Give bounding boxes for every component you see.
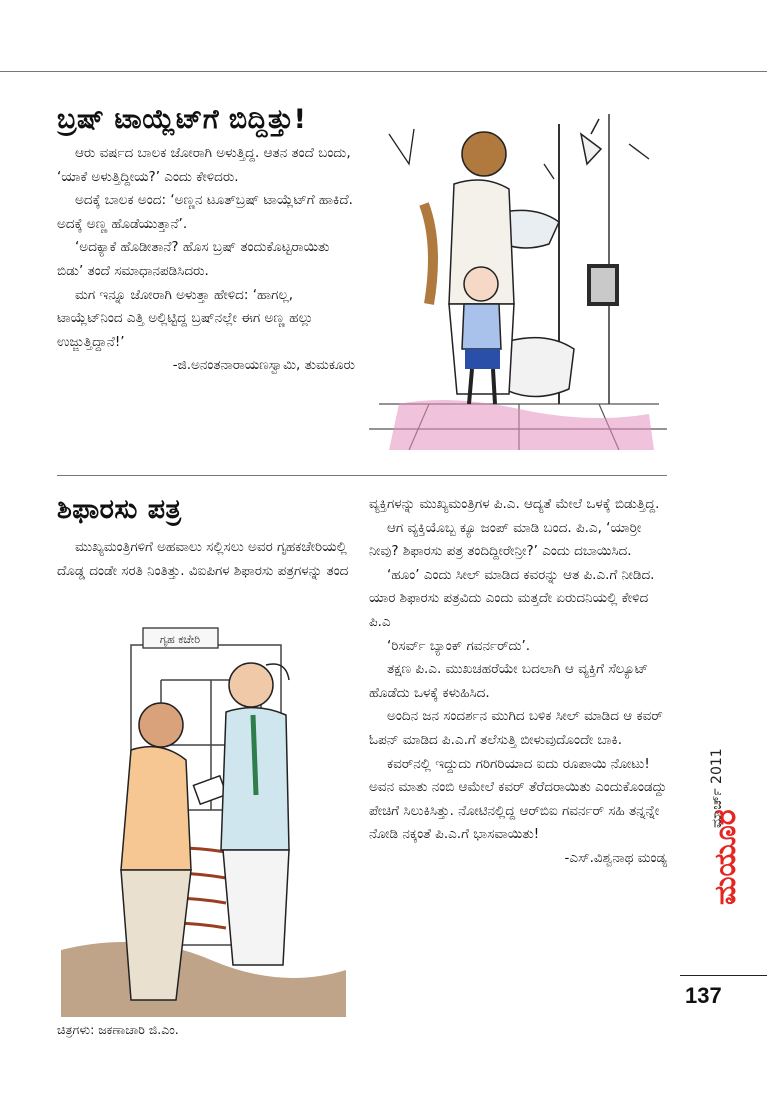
story2-paragraph: ಆಗ ವ್ಯಕ್ತಿಯೊಬ್ಬ ಕ್ಯೂ ಜಂಪ್ ಮಾಡಿ ಬಂದ. ಪಿ.ಎ, ‘ಯಾರ‍್ರೀ ನೀವು? ಶಿಫಾರಸು ಪತ್ರ ತಂದಿದ್ದೀರೇನ್ರೀ?’ ಎಂದು ದಬಾಯಿಸಿದ. — [369, 519, 642, 560]
story2-paragraph: ‘ಹೂಂ’ ಎಂದು ಸೀಲ್ ಮಾಡಿದ ಕವರನ್ನು ಆತ ಪಿ.ಎ.ಗೆ ನೀಡಿದ. ಯಾರ ಶಿಫಾರಸು ಪತ್ರವಿದು ಎಂದು ಮತ್ತದೇ ಏರುದನಿಯಲ್ಲಿ ಕೇಳಿದ ಪಿ.ಎ — [369, 566, 655, 630]
story2-paragraph: ‘ರಿಸರ್ವ್ ಬ್ಯಾಂಕ್ ಗವರ್ನರ್‌ದು’. — [387, 637, 531, 654]
story2-paragraph: ಅಂದಿನ ಜನ ಸಂದರ್ಶನ ಮುಗಿದ ಬಳಿಕ ಸೀಲ್ ಮಾಡಿದ ಆ ಕವರ್ ಓಪನ್ ಮಾಡಿದ ಪಿ.ಎ.ಗೆ ತಲೆಸುತ್ತಿ ಬೀಳುವುದೊಂದೇ ಬಾಕಿ. — [369, 708, 663, 748]
story2-paragraph: ಮುಖ್ಯಮಂತ್ರಿಗಳಿಗೆ ಅಹವಾಲು ಸಲ್ಲಿಸಲು ಅವರ ಗೃಹಕಚೇರಿಯಲ್ಲಿ ದೊಡ್ಡ ದಂಡೇ ಸರತಿ ನಿಂತಿತ್ತು. ವಿಐಪಿಗಳ ಶಿಫಾರಸು ಪತ್ರಗಳನ್ನು ತಂದ — [57, 539, 349, 579]
story1-paragraph: ‘ಅದಕ್ಯಾಕೆ ಹೊಡೀತಾನೆ? ಹೊಸ ಬ್ರಷ್ ತಂದುಕೊಟ್ಟರಾಯಿತು ಬಿಡು’ ತಂದೆ ಸಮಾಧಾನಪಡಿಸಿದರು. — [57, 239, 330, 279]
story1-credit: -ಜಿ.ಅನಂತನಾರಾಯಣಸ್ವಾಮಿ, ತುಮಕೂರು — [172, 357, 355, 374]
magazine-date: ಮಾರ್ಚ್ 2011 — [709, 748, 725, 828]
footer-rule — [680, 975, 767, 976]
magazine-name: ಮಯೂರ — [708, 809, 743, 905]
story2-paragraph: ವ್ಯಕ್ತಿಗಳನ್ನು ಮುಖ್ಯಮಂತ್ರಿಗಳ ಪಿ.ಎ. ಆದ್ಯತೆ ಮೇಲೆ ಒಳಕ್ಕೆ ಬಿಡುತ್ತಿದ್ದ. — [369, 496, 660, 512]
story2-intro — [57, 536, 355, 583]
story2-title: ಶಿಫಾರಸು ಪತ್ರ — [57, 494, 182, 525]
story1-paragraph: ಮಗ ಇನ್ನೂ ಜೋರಾಗಿ ಅಳುತ್ತಾ ಹೇಳಿದ: ‘ಹಾಗಲ್ಲ, ಟಾಯ್ಲೆಟ್‌ನಿಂದ ಎತ್ತಿ ಅಲ್ಲಿಟ್ಟಿದ್ದ ಬ್ರಷ್‌ನಲ್ಲೇ ಈಗ ಅಣ್ಣ ಹಲ್ಲು ಉಜ್ಜುತ್ತಿದ್ದಾನೆ!’ — [57, 286, 314, 350]
illustrations-caption: ಚಿತ್ರಗಳು: ಜಕಣಾಚಾರಿ ಜಿ.ಎಂ. — [57, 1022, 179, 1037]
story2-illustration — [61, 620, 346, 1017]
page-number: 137 — [685, 983, 722, 1008]
story1-illustration — [369, 104, 667, 450]
story2-paragraph: ತಕ್ಷಣ ಪಿ.ಎ. ಮುಖಚಹರೆಯೇ ಬದಲಾಗಿ ಆ ವ್ಯಕ್ತಿಗೆ ಸೆಲ್ಯೂಟ್ ಹೊಡೆದು ಒಳಕ್ಕೆ ಕಳುಹಿಸಿದ. — [369, 661, 649, 701]
office-sign-text: ಗೃಹ ಕಚೇರಿ — [159, 633, 201, 646]
top-rule — [0, 71, 767, 72]
story1-body — [57, 142, 355, 378]
story1-title: ಬ್ರಷ್ ಟಾಯ್ಲೆಟ್‌ಗೆ ಬಿದ್ದಿತ್ತು! — [57, 104, 307, 135]
section-divider — [57, 475, 667, 476]
story1-paragraph: ಅದಕ್ಕೆ ಬಾಲಕ ಅಂದ: ‘ಅಣ್ಣನ ಟೂತ್‌ಬ್ರಷ್ ಟಾಯ್ಲೆಟ್‌ಗೆ ಹಾಕಿದೆ. ಅದಕ್ಕೆ ಅಣ್ಣ ಹೊಡೆಯುತ್ತಾನೆ’. — [57, 192, 353, 232]
story2-continued — [369, 493, 667, 871]
toilet-cartoon-drawing — [369, 104, 667, 450]
office-cartoon-drawing — [61, 620, 346, 1017]
story2-credit: -ಎಸ್.ವಿಶ್ವನಾಥ ಮಂಡ್ಯ — [564, 849, 667, 866]
story2-paragraph: ಕವರ್‌ನಲ್ಲಿ ಇದ್ದುದು ಗರಿಗರಿಯಾದ ಐದು ರೂಪಾಯಿ ನೋಟು! ಅವನ ಮಾತು ನಂಬಿ ಆಮೇಲೆ ಕವರ್ ತೆರೆದರಾಯಿತು ಎಂದುಕೊಂಡದ್ದು ಪೇಚಿಗೆ ಸಿಲುಕಿಸಿತ್ತು. ನೋಟಿನಲ್ಲಿದ್ದ ಆರ್‌ಬಿಐ ಗವರ್ನರ್ ಸಹಿ ತನ್ನನ್ನೇ ನೋಡಿ ನಕ್ಕಂತೆ ಪಿ.ಎ.ಗೆ ಭಾಸವಾಯಿತು! — [369, 755, 667, 843]
story1-paragraph: ಆರು ವರ್ಷದ ಬಾಲಕ ಜೋರಾಗಿ ಅಳುತ್ತಿದ್ದ. ಆತನ ತಂದೆ ಬಂದು, ‘ಯಾಕೆ ಅಳುತ್ತಿದ್ದೀಯ?’ ಎಂದು ಕೇಳಿದರು. — [57, 145, 351, 185]
